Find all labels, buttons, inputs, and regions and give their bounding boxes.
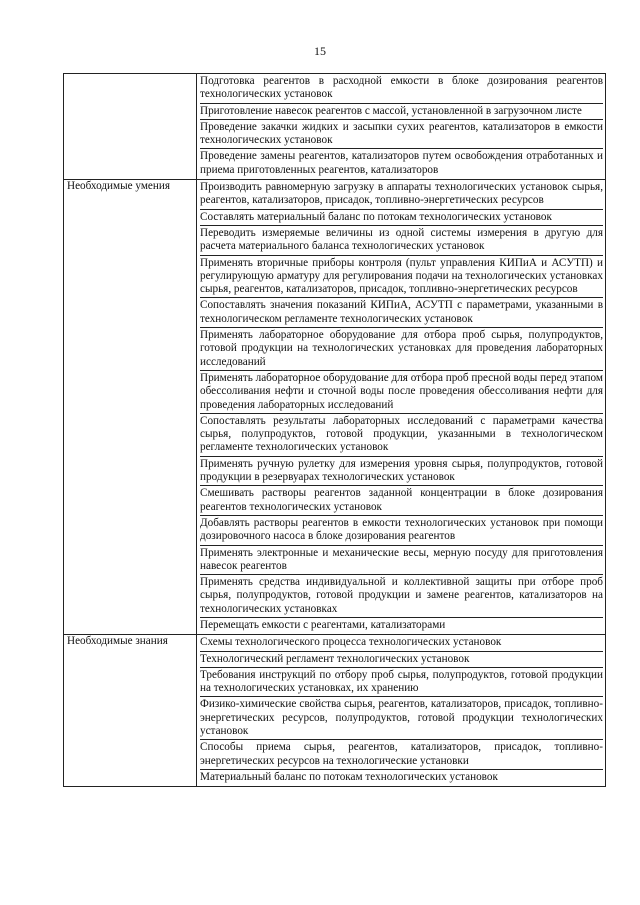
list-item: Способы приема сырья, реагентов, катализаторов, присадок, топливно-энергетических ресурсов на технологические установки <box>200 739 603 769</box>
section-label <box>64 74 197 180</box>
list-item: Смешивать растворы реагентов заданной концентрации в блоке дозирования реагентов технологических установок <box>200 485 603 515</box>
list-item: Применять вторичные приборы контроля (пульт управления КИПиА и АСУТП) и регулирующую арматуру для регулирования подачи на технологических установках сырья, реагентов, катализаторов, присадок, топливно-энергетических ресурсов <box>200 255 603 298</box>
section-items <box>197 74 606 180</box>
section-items <box>197 635 606 787</box>
section-items <box>197 180 606 635</box>
list-item: Схемы технологического процесса технологических установок <box>200 636 502 649</box>
list-item: Материальный баланс по потокам технологических установок <box>200 769 603 785</box>
table-row-knowledge <box>64 635 606 787</box>
list-item: Проведение закачки жидких и засыпки сухих реагентов, катализаторов в емкости технологических установок <box>200 119 603 149</box>
table-row-section-0 <box>64 74 606 180</box>
list-item: Применять ручную рулетку для измерения уровня сырья, полупродуктов, готовой продукции в резервуарах технологических установок <box>200 456 603 486</box>
list-item: Подготовка реагентов в расходной емкости в блоке дозирования реагентов технологических установок <box>200 75 603 101</box>
list-item: Сопоставлять результаты лабораторных исследований с параметрами качества сырья, полупродуктов, готовой продукции, указанными в технологическом регламенте технологических установок <box>200 413 603 456</box>
section-label-knowledge: Необходимые знания <box>64 635 197 787</box>
list-item: Добавлять растворы реагентов в емкости технологических установок при помощи дозировочного насоса в блоке дозирования реагентов <box>200 515 603 545</box>
list-item: Сопоставлять значения показаний КИПиА, АСУТП с параметрами, указанными в технологическом регламенте технологических установок <box>200 297 603 327</box>
list-item: Технологический регламент технологических установок <box>200 651 603 667</box>
list-item: Производить равномерную загрузку в аппараты технологических установок сырья, реагентов, катализаторов, присадок, топливно-энергетических ресурсов <box>200 181 603 207</box>
list-item: Проведение замены реагентов, катализаторов путем освобождения отработанных и приема приготовленных реагентов, катализаторов <box>200 148 603 178</box>
list-item: Физико-химические свойства сырья, реагентов, катализаторов, присадок, топливно-энергетических ресурсов, полупродуктов, готовой продукции технологических установок <box>200 696 603 739</box>
list-item: Приготовление навесок реагентов с массой, установленной в загрузочном листе <box>200 103 603 119</box>
table-row-skills <box>64 180 606 635</box>
list-item: Составлять материальный баланс по потокам технологических установок <box>200 209 603 225</box>
list-item: Применять лабораторное оборудование для отбора проб сырья, полупродуктов, готовой продукции на технологических установках для проведения лабораторных исследований <box>200 327 603 370</box>
list-item: Применять электронные и механические весы, мерную посуду для приготовления навесок реагентов <box>200 545 603 575</box>
list-item: Переводить измеряемые величины из одной системы измерения в другую для расчета материального баланса технологических установок <box>200 225 603 255</box>
requirements-table <box>63 73 606 787</box>
page-number: 15 <box>314 44 326 58</box>
list-item: Перемещать емкости с реагентами, катализаторами <box>200 617 603 633</box>
list-item: Применять лабораторное оборудование для отбора проб пресной воды перед этапом обессоливания нефти и сточной воды после проведения обессоливания нефти для проведения лабораторных исследований <box>200 370 603 413</box>
list-item: Применять средства индивидуальной и коллективной защиты при отборе проб сырья, полупродуктов, готовой продукции и замене реагентов, катализаторов на технологических установках <box>200 574 603 617</box>
section-label-skills: Необходимые умения <box>64 180 197 635</box>
list-item: Требования инструкций по отбору проб сырья, полупродуктов, готовой продукции на технологических установках, их хранению <box>200 667 603 697</box>
